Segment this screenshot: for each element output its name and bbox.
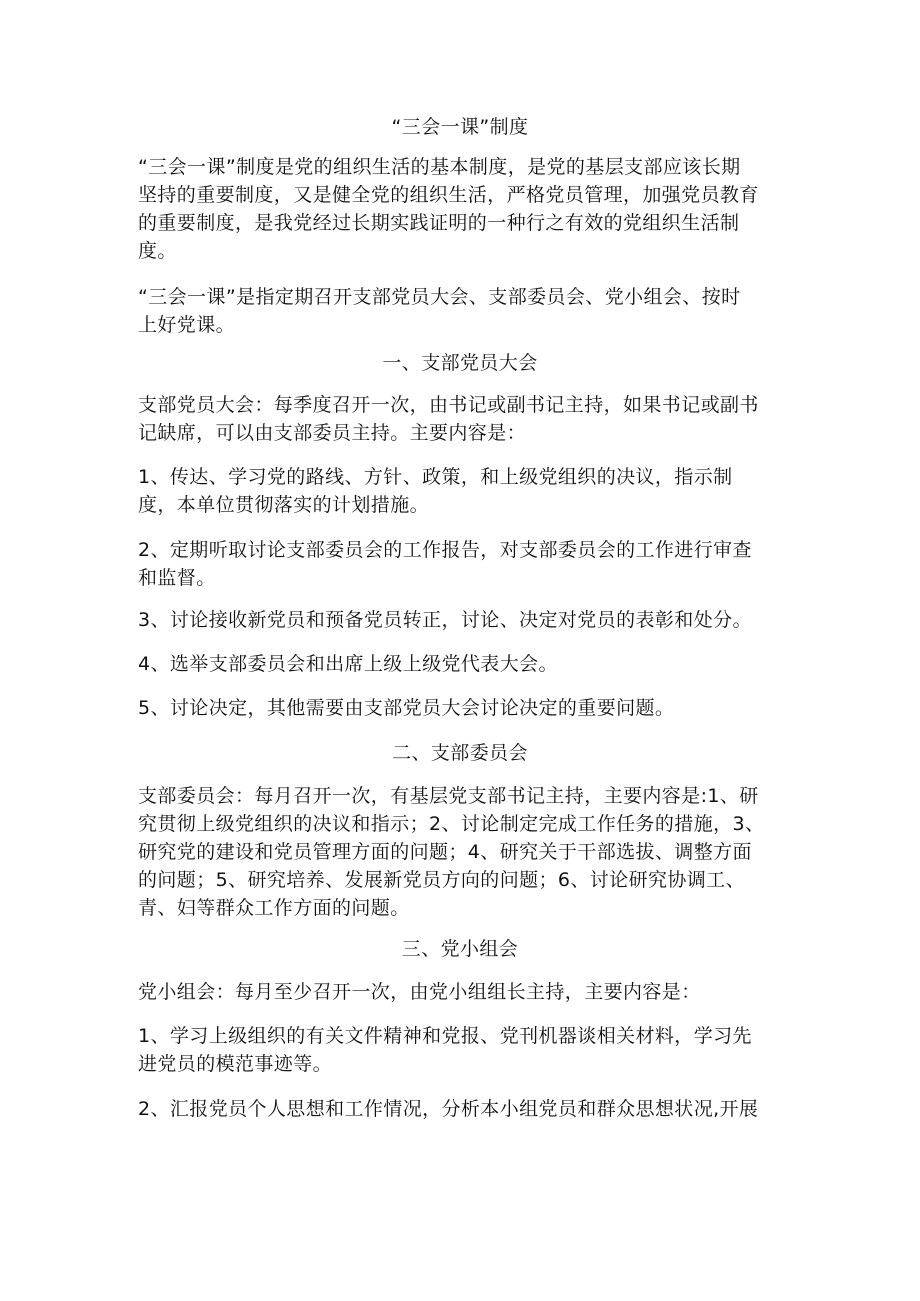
section-2-body-line-3: 研究党的建设和党员管理方面的问题；4、研究关于干部选拔、调整方面 <box>138 841 752 863</box>
intro-paragraph-1-line-1: “三会一课”制度是党的组织生活的基本制度，是党的基层支部应该长期 <box>138 156 741 178</box>
section-1-item-2-line-1: 2、定期听取讨论支部委员会的工作报告，对支部委员会的工作进行审查 <box>138 539 752 561</box>
section-3-item-2-line-1: 2、汇报党员个人思想和工作情况，分析本小组党员和群众思想状况,开展 <box>138 1098 759 1120</box>
section-3-intro: 党小组会：每月至少召开一次，由党小组组长主持，主要内容是： <box>138 981 701 1003</box>
section-2-body-line-2: 究贯彻上级党组织的决议和指示；2、讨论制定完成工作任务的措施，3、 <box>138 813 765 835</box>
section-1-item-5: 5、讨论决定，其他需要由支部党员大会讨论决定的重要问题。 <box>138 697 675 719</box>
section-1-item-1-line-2: 度，本单位贯彻落实的计划措施。 <box>138 494 430 516</box>
section-1-item-3: 3、讨论接收新党员和预备党员转正，讨论、决定对党员的表彰和处分。 <box>138 609 752 631</box>
section-1-item-4: 4、选举支部委员会和出席上级上级党代表大会。 <box>138 653 558 675</box>
section-1-item-1-line-1: 1、传达、学习党的路线、方针、政策，和上级党组织的决议，指示制 <box>138 466 733 488</box>
intro-paragraph-1-line-4: 度。 <box>138 240 177 262</box>
section-2-body-line-5: 青、妇等群众工作方面的问题。 <box>138 897 410 919</box>
section-1-intro-line-1: 支部党员大会：每季度召开一次，由书记或副书记主持，如果书记或副书 <box>138 394 759 416</box>
intro-paragraph-1-line-3: 的重要制度，是我党经过长期实践证明的一种行之有效的党组织生活制 <box>138 212 740 234</box>
section-2-body-line-4: 的问题；5、研究培养、发展新党员方向的问题；6、讨论研究协调工、 <box>138 869 745 891</box>
section-2-body-line-1: 支部委员会：每月召开一次，有基层党支部书记主持，主要内容是:1、研 <box>138 785 759 807</box>
intro-paragraph-1-line-2: 坚持的重要制度，又是健全党的组织生活，严格党员管理，加强党员教育 <box>138 184 759 206</box>
intro-paragraph-2-line-2: 上好党课。 <box>138 314 236 336</box>
section-3-item-1-line-2: 进党员的模范事迹等。 <box>138 1053 333 1075</box>
section-1-intro-line-2: 记缺席，可以由支部委员主持。主要内容是： <box>138 422 527 444</box>
section-3-heading: 三、党小组会 <box>401 938 519 960</box>
section-1-item-2-line-2: 和监督。 <box>138 567 216 589</box>
intro-paragraph-2-line-1: “三会一课”是指定期召开支部党员大会、支部委员会、党小组会、按时 <box>138 286 741 308</box>
section-3-item-1-line-1: 1、学习上级组织的有关文件精神和党报、党刊机器谈相关材料，学习先 <box>138 1025 752 1047</box>
document-title: “三会一课”制度 <box>391 116 529 138</box>
section-1-heading: 一、支部党员大会 <box>382 352 538 374</box>
section-2-heading: 二、支部委员会 <box>392 742 528 764</box>
